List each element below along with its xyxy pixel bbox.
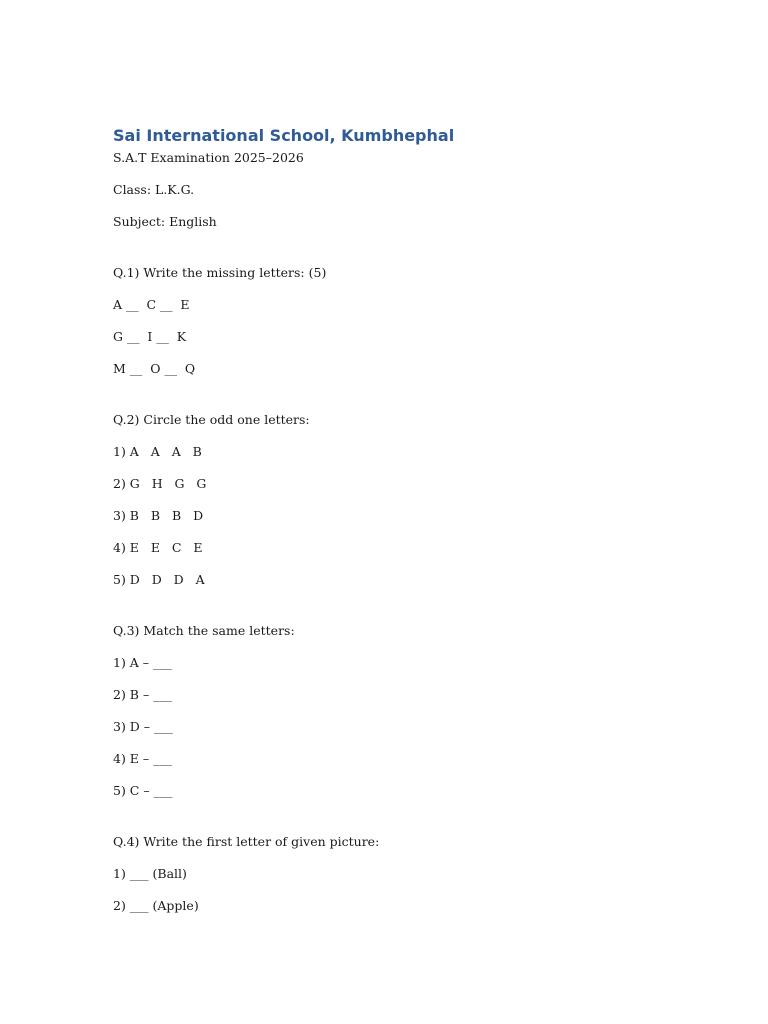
question-2-heading: Q.2) Circle the odd one letters:	[113, 412, 310, 427]
question-2-item: 5) D D D A	[113, 572, 205, 587]
spacer	[113, 393, 673, 412]
subject-line: Subject: English	[113, 214, 217, 229]
question-1-heading: Q.1) Write the missing letters: (5)	[113, 265, 327, 280]
school-title: Sai International School, Kumbhephal	[113, 126, 455, 145]
spacer	[113, 246, 673, 265]
question-1-item: M __ O __ Q	[113, 361, 196, 376]
spacer	[113, 604, 673, 623]
worksheet-page	[113, 124, 673, 930]
question-2	[113, 412, 673, 604]
question-1-item: G __ I __ K	[113, 329, 187, 344]
question-1-item: A __ C __ E	[113, 297, 190, 312]
question-2-item: 4) E E C E	[113, 540, 203, 555]
question-3	[113, 623, 673, 815]
class-line: Class: L.K.G.	[113, 182, 195, 197]
question-4-item: 2) ___ (Apple)	[113, 898, 199, 913]
question-3-item: 2) B – ___	[113, 687, 172, 702]
question-3-item: 3) D – ___	[113, 719, 173, 734]
question-3-item: 4) E – ___	[113, 751, 172, 766]
exam-line: S.A.T Examination 2025–2026	[113, 150, 304, 165]
spacer	[113, 815, 673, 834]
question-4-item: 1) ___ (Ball)	[113, 866, 187, 881]
question-2-item: 1) A A A B	[113, 444, 202, 459]
question-3-item: 1) A – ___	[113, 655, 172, 670]
question-3-heading: Q.3) Match the same letters:	[113, 623, 295, 638]
question-1	[113, 265, 673, 393]
question-3-item: 5) C – ___	[113, 783, 173, 798]
question-4-heading: Q.4) Write the first letter of given picture:	[113, 834, 380, 849]
question-2-item: 2) G H G G	[113, 476, 207, 491]
question-2-item: 3) B B B D	[113, 508, 204, 523]
question-4	[113, 834, 673, 930]
